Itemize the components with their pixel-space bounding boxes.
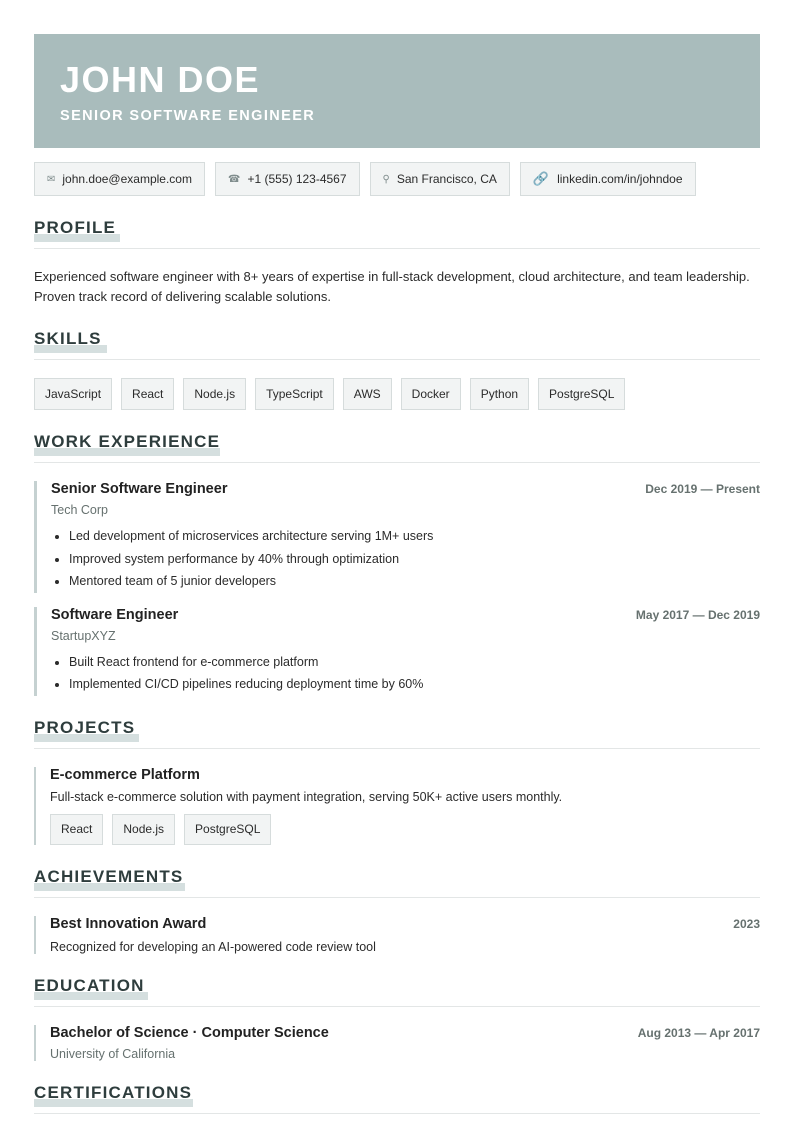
section-heading-projects <box>34 718 760 749</box>
project-title: E-commerce Platform <box>50 766 200 783</box>
section-heading-achievements <box>34 867 760 898</box>
skill-chip: PostgreSQL <box>538 378 625 410</box>
job-bullet: • Led development of microservices architecture serving 1M+ users <box>69 525 760 548</box>
tech-chip: Node.js <box>112 814 175 845</box>
achievement-description: Recognized for developing an AI-powered code review tool <box>50 939 376 954</box>
resume-header <box>34 34 760 148</box>
section-title-skills: SKILLS <box>34 329 102 348</box>
contact-linkedin-text: linkedin.com/in/johndoe <box>557 172 683 186</box>
section-heading-skills <box>34 329 760 360</box>
tech-chip: React <box>50 814 103 845</box>
location-icon: ⚲ <box>382 173 390 185</box>
project-tech-list <box>50 814 760 845</box>
job-bullet: • Implemented CI/CD pipelines reducing deployment time by 60% <box>69 673 760 696</box>
job-bullet: • Improved system performance by 40% through optimization <box>69 548 760 571</box>
job-title: Software Engineer <box>51 606 179 623</box>
contact-location <box>370 162 510 196</box>
tech-chip: PostgreSQL <box>184 814 271 845</box>
school-name: University of California <box>50 1046 176 1061</box>
skill-chip: Docker <box>401 378 461 410</box>
achievement-year: 2023 <box>733 916 760 931</box>
contact-bar <box>34 162 760 196</box>
candidate-name: JOHN DOE <box>60 59 261 100</box>
contact-location-text: San Francisco, CA <box>396 172 497 186</box>
job-bullet: • Mentored team of 5 junior developers <box>69 570 760 593</box>
work-entry <box>34 481 760 593</box>
section-heading-profile <box>34 218 760 249</box>
education-dates: Aug 2013 — Apr 2017 <box>637 1025 760 1040</box>
project-description: Full-stack e-commerce solution with payment integration, serving 50K+ active users monthly. <box>50 789 563 804</box>
work-entry <box>34 607 760 696</box>
skill-chip: JavaScript <box>34 378 112 410</box>
profile-summary: Experienced software engineer with 8+ years of expertise in full-stack development, cloud architecture, and team leadership. Proven track record of delivering scalable solutions. <box>34 269 750 304</box>
section-heading-work <box>34 432 760 463</box>
skill-chip: React <box>121 378 174 410</box>
job-bullets <box>51 651 760 696</box>
section-title-achievements: ACHIEVEMENTS <box>34 866 184 886</box>
job-title: Senior Software Engineer <box>51 481 228 497</box>
section-heading-education <box>34 976 760 1007</box>
degree-title: Bachelor of Science · Computer Science <box>50 1024 329 1041</box>
contact-email[interactable] <box>34 162 205 196</box>
education-entry <box>34 1025 760 1061</box>
skill-chip: TypeScript <box>255 378 334 410</box>
section-title-profile: PROFILE <box>34 218 117 237</box>
skill-chip: AWS <box>343 378 392 410</box>
section-title-work: WORK EXPERIENCE <box>34 432 221 451</box>
skill-chip: Python <box>470 378 529 410</box>
phone-icon: ☎ <box>227 173 241 185</box>
job-dates: May 2017 — Dec 2019 <box>635 607 760 622</box>
section-title-certifications: CERTIFICATIONS <box>34 1082 193 1102</box>
project-entry <box>34 767 760 845</box>
contact-email-text: john.doe@example.com <box>62 172 192 186</box>
candidate-title: SENIOR SOFTWARE ENGINEER <box>60 108 316 124</box>
section-title-projects: PROJECTS <box>34 717 136 737</box>
company-name: Tech Corp <box>51 503 108 517</box>
link-icon: 🔗 <box>532 171 550 186</box>
achievement-entry <box>34 916 760 954</box>
achievement-title: Best Innovation Award <box>50 915 207 932</box>
company-name: StartupXYZ <box>51 628 116 643</box>
contact-phone-text: +1 (555) 123-4567 <box>247 172 347 186</box>
job-dates: Dec 2019 — Present <box>645 482 760 496</box>
contact-linkedin[interactable] <box>520 162 696 196</box>
skill-chip: Node.js <box>183 378 246 410</box>
section-title-education: EDUCATION <box>34 975 145 995</box>
section-heading-certifications <box>34 1083 760 1114</box>
contact-phone[interactable] <box>215 162 360 196</box>
job-bullets <box>51 525 760 593</box>
mail-icon: ✉ <box>47 173 56 185</box>
job-bullet: • Built React frontend for e-commerce platform <box>69 651 760 674</box>
skills-list <box>34 378 760 410</box>
